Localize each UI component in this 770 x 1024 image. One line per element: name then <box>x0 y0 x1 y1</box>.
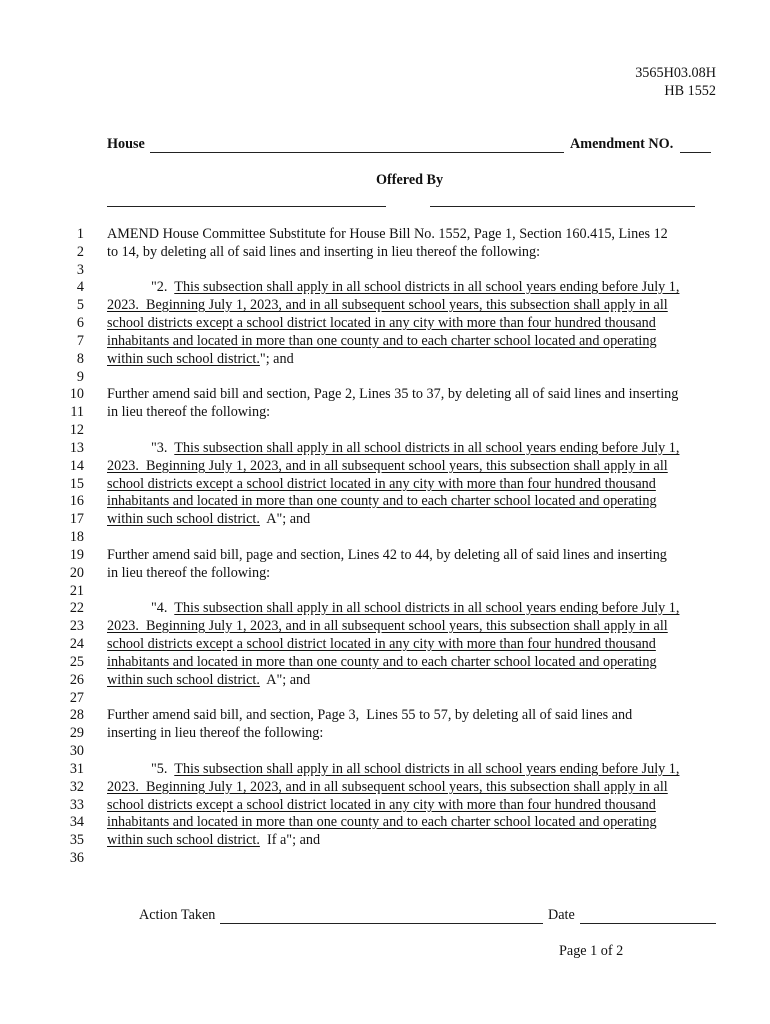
inserted-text: inhabitants and located in more than one county and to each charter school located and operating <box>107 333 657 349</box>
amendment-number-label: Amendment NO. <box>570 136 674 152</box>
text-line: in lieu thereof the following: <box>107 404 271 420</box>
line-number: 6 <box>76 315 84 331</box>
line-number: 35 <box>69 832 84 848</box>
house-label: House <box>107 136 145 152</box>
page-number: Page 1 of 2 <box>559 943 624 959</box>
date-line <box>580 923 716 924</box>
line-number: 28 <box>69 707 84 723</box>
offered-by-line-left <box>107 206 386 207</box>
text-line <box>151 761 679 778</box>
line-number: 10 <box>69 386 84 402</box>
section-number: "3. <box>151 440 168 456</box>
text-fragment: A"; and <box>259 511 311 527</box>
offered-by-label: Offered By <box>376 172 444 188</box>
line-number: 13 <box>69 440 84 456</box>
inserted-text: 2023. Beginning July 1, 2023, and in all subsequent school years, this subsection shall apply in all <box>107 779 668 795</box>
text-line: Further amend said bill, page and section, Lines 42 to 44, by deleting all of said lines and inserting <box>107 547 667 563</box>
section-number: "5. <box>151 761 168 777</box>
line-number: 5 <box>76 297 84 313</box>
inserted-text: school districts except a school district located in any city with more than four hundred thousand <box>107 476 656 492</box>
inserted-text: This subsection shall apply in all school districts in all school years ending before July 1, <box>174 440 680 456</box>
text-line <box>107 351 294 368</box>
line-number: 9 <box>76 369 84 385</box>
line-number: 23 <box>69 618 84 634</box>
line-number: 11 <box>70 404 84 420</box>
line-number: 7 <box>76 333 84 349</box>
text-line <box>151 600 679 617</box>
inserted-text: within such school district. <box>107 511 260 527</box>
inserted-text: 2023. Beginning July 1, 2023, and in all subsequent school years, this subsection shall apply in all <box>107 297 668 313</box>
inserted-text: This subsection shall apply in all school districts in all school years ending before July 1, <box>174 600 680 616</box>
line-number: 25 <box>69 654 84 670</box>
inserted-text: within such school district. <box>107 351 260 367</box>
line-number: 30 <box>69 743 84 759</box>
line-number: 36 <box>69 850 84 866</box>
line-number: 33 <box>69 797 84 813</box>
line-number: 32 <box>69 779 84 795</box>
line-number: 4 <box>76 279 84 295</box>
inserted-text: 2023. Beginning July 1, 2023, and in all subsequent school years, this subsection shall apply in all <box>107 618 668 634</box>
line-number: 21 <box>69 583 84 599</box>
line-number: 24 <box>69 636 84 652</box>
text-fragment: A"; and <box>259 672 311 688</box>
action-taken-label: Action Taken <box>139 907 216 923</box>
text-line: to 14, by deleting all of said lines and inserting in lieu thereof the following: <box>107 244 541 260</box>
inserted-text: This subsection shall apply in all school districts in all school years ending before July 1, <box>174 279 680 295</box>
date-label: Date <box>548 907 575 923</box>
line-number: 34 <box>69 814 84 830</box>
text-line <box>151 440 679 457</box>
inserted-text: within such school district. <box>107 832 260 848</box>
action-taken-line <box>220 923 543 924</box>
inserted-text: school districts except a school district located in any city with more than four hundred thousand <box>107 797 656 813</box>
line-number: 15 <box>69 476 84 492</box>
house-blank-line <box>150 152 564 153</box>
line-number: 27 <box>69 690 84 706</box>
line-number: 8 <box>76 351 84 367</box>
line-number: 1 <box>76 226 84 242</box>
line-number: 12 <box>69 422 84 438</box>
line-number: 29 <box>69 725 84 741</box>
line-number: 20 <box>69 565 84 581</box>
text-line: inserting in lieu thereof the following: <box>107 725 324 741</box>
text-line: AMEND House Committee Substitute for House Bill No. 1552, Page 1, Section 160.415, Lines 12 <box>107 226 668 242</box>
section-number: "2. <box>151 279 168 295</box>
text-line: Further amend said bill, and section, Page 3, Lines 55 to 57, by deleting all of said lines and <box>107 707 633 723</box>
inserted-text: within such school district. <box>107 672 260 688</box>
text-line <box>151 279 679 296</box>
text-line: in lieu thereof the following: <box>107 565 271 581</box>
inserted-text: This subsection shall apply in all school districts in all school years ending before July 1, <box>174 761 680 777</box>
line-number: 3 <box>76 262 84 278</box>
text-fragment: If a"; and <box>259 832 321 848</box>
text-line <box>107 672 310 689</box>
section-number: "4. <box>151 600 168 616</box>
line-number: 19 <box>69 547 84 563</box>
bill-number: HB 1552 <box>664 83 716 99</box>
line-number: 2 <box>76 244 84 260</box>
line-number: 22 <box>69 600 84 616</box>
inserted-text: inhabitants and located in more than one county and to each charter school located and operating <box>107 654 657 670</box>
text-fragment: "; and <box>259 351 294 367</box>
amendment-number-blank <box>680 152 711 153</box>
line-number: 18 <box>69 529 84 545</box>
offered-by-line-right <box>430 206 695 207</box>
inserted-text: 2023. Beginning July 1, 2023, and in all subsequent school years, this subsection shall apply in all <box>107 458 668 474</box>
line-number: 16 <box>69 493 84 509</box>
inserted-text: school districts except a school district located in any city with more than four hundred thousand <box>107 315 656 331</box>
line-number: 31 <box>69 761 84 777</box>
line-number: 14 <box>69 458 84 474</box>
inserted-text: school districts except a school district located in any city with more than four hundred thousand <box>107 636 656 652</box>
line-number: 17 <box>69 511 84 527</box>
line-number: 26 <box>69 672 84 688</box>
inserted-text: inhabitants and located in more than one county and to each charter school located and operating <box>107 493 657 509</box>
text-line: Further amend said bill and section, Page 2, Lines 35 to 37, by deleting all of said lines and inserting <box>107 386 679 402</box>
document-id: 3565H03.08H <box>635 65 716 81</box>
text-line <box>107 832 320 849</box>
inserted-text: inhabitants and located in more than one county and to each charter school located and operating <box>107 814 657 830</box>
text-line <box>107 511 310 528</box>
